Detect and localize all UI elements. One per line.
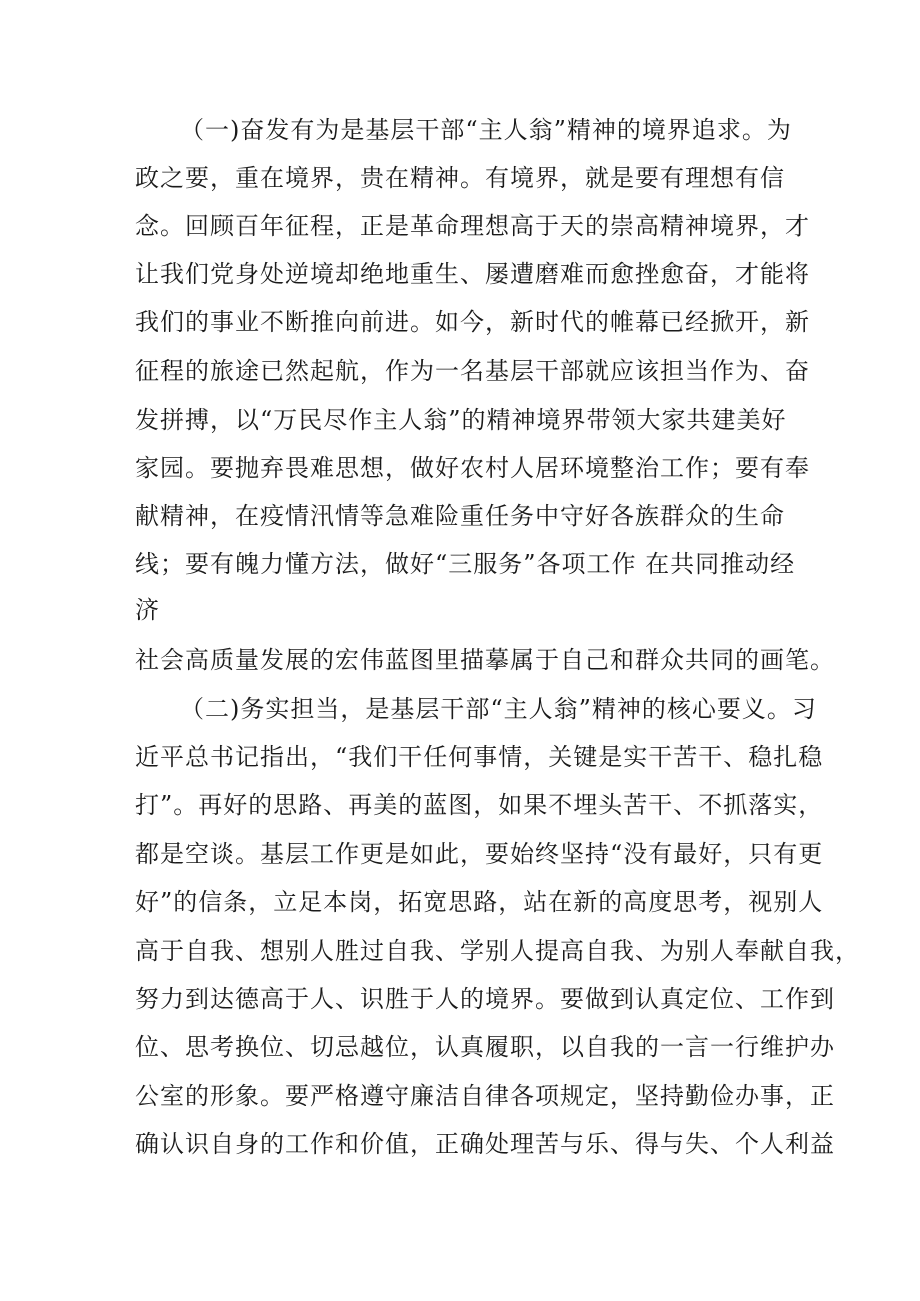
- paragraph-1-line-11: 济: [135, 596, 160, 624]
- paragraph-1-line-6: 征程的旅途已然起航，作为一名基层干部就应该担当作为、奋: [135, 357, 810, 385]
- paragraph-1-line-2: 政之要，重在境界，贵在精神。有境界，就是要有理想有信: [135, 164, 785, 192]
- paragraph-1-line-7: 发拼搏，以“万民尽作主人翁”的精神境界带领大家共建美好: [135, 406, 787, 434]
- paragraph-1-line-10: 线；要有魄力懂方法，做好“三服务”各项工作 在共同推动经: [135, 550, 796, 578]
- paragraph-2-line-1: （二)务实担当，是基层干部“主人翁”精神的核心要义。习: [180, 695, 817, 723]
- paragraph-2-line-10: 确认识自身的工作和价值，正确处理苦与乐、得与失、个人利益: [135, 1130, 835, 1158]
- paragraph-2-line-5: 好”的信条，立足本岗，拓宽思路，站在新的高度思考，视别人: [135, 888, 824, 916]
- paragraph-1-line-1: （一)奋发有为是基层干部“主人翁”精神的境界追求。为: [180, 116, 792, 144]
- paragraph-2-line-6: 高于自我、想别人胜过自我、学别人提高自我、为别人奉献自我，: [135, 937, 860, 965]
- paragraph-2-line-9: 公室的形象。要严格遵守廉洁自律各项规定，坚持勤俭办事，正: [135, 1082, 835, 1110]
- paragraph-2-line-3: 打”。再好的思路、再美的蓝图，如果不埋头苦干、不抓落实，: [135, 791, 824, 819]
- paragraph-1-line-5: 我们的事业不断推向前进。如今，新时代的帷幕已经掀开，新: [135, 308, 810, 336]
- paragraph-2-line-2: 近平总书记指出，“我们干任何事情，关键是实干苦干、稳扎稳: [135, 743, 824, 771]
- paragraph-1-line-4: 让我们党身处逆境却绝地重生、屡遭磨难而愈挫愈奋，才能将: [135, 260, 810, 288]
- paragraph-2-line-8: 位、思考换位、切忌越位，认真履职，以自我的一言一行维护办: [135, 1033, 835, 1061]
- paragraph-1-line-12: 社会高质量发展的宏伟蓝图里描摹属于自己和群众共同的画笔。: [135, 646, 835, 674]
- paragraph-2-line-4: 都是空谈。基层工作更是如此，要始终坚持“没有最好，只有更: [135, 840, 824, 868]
- paragraph-2-line-7: 努力到达德高于人、识胜于人的境界。要做到认真定位、工作到: [135, 985, 835, 1013]
- paragraph-1-line-8: 家园。要抛弃畏难思想，做好农村人居环境整治工作；要有奉: [135, 454, 810, 482]
- paragraph-1-line-9: 献精神，在疫情汛情等急难险重任务中守好各族群众的生命: [135, 502, 785, 530]
- paragraph-1-line-3: 念。回顾百年征程，正是革命理想高于天的崇高精神境界，才: [135, 212, 810, 240]
